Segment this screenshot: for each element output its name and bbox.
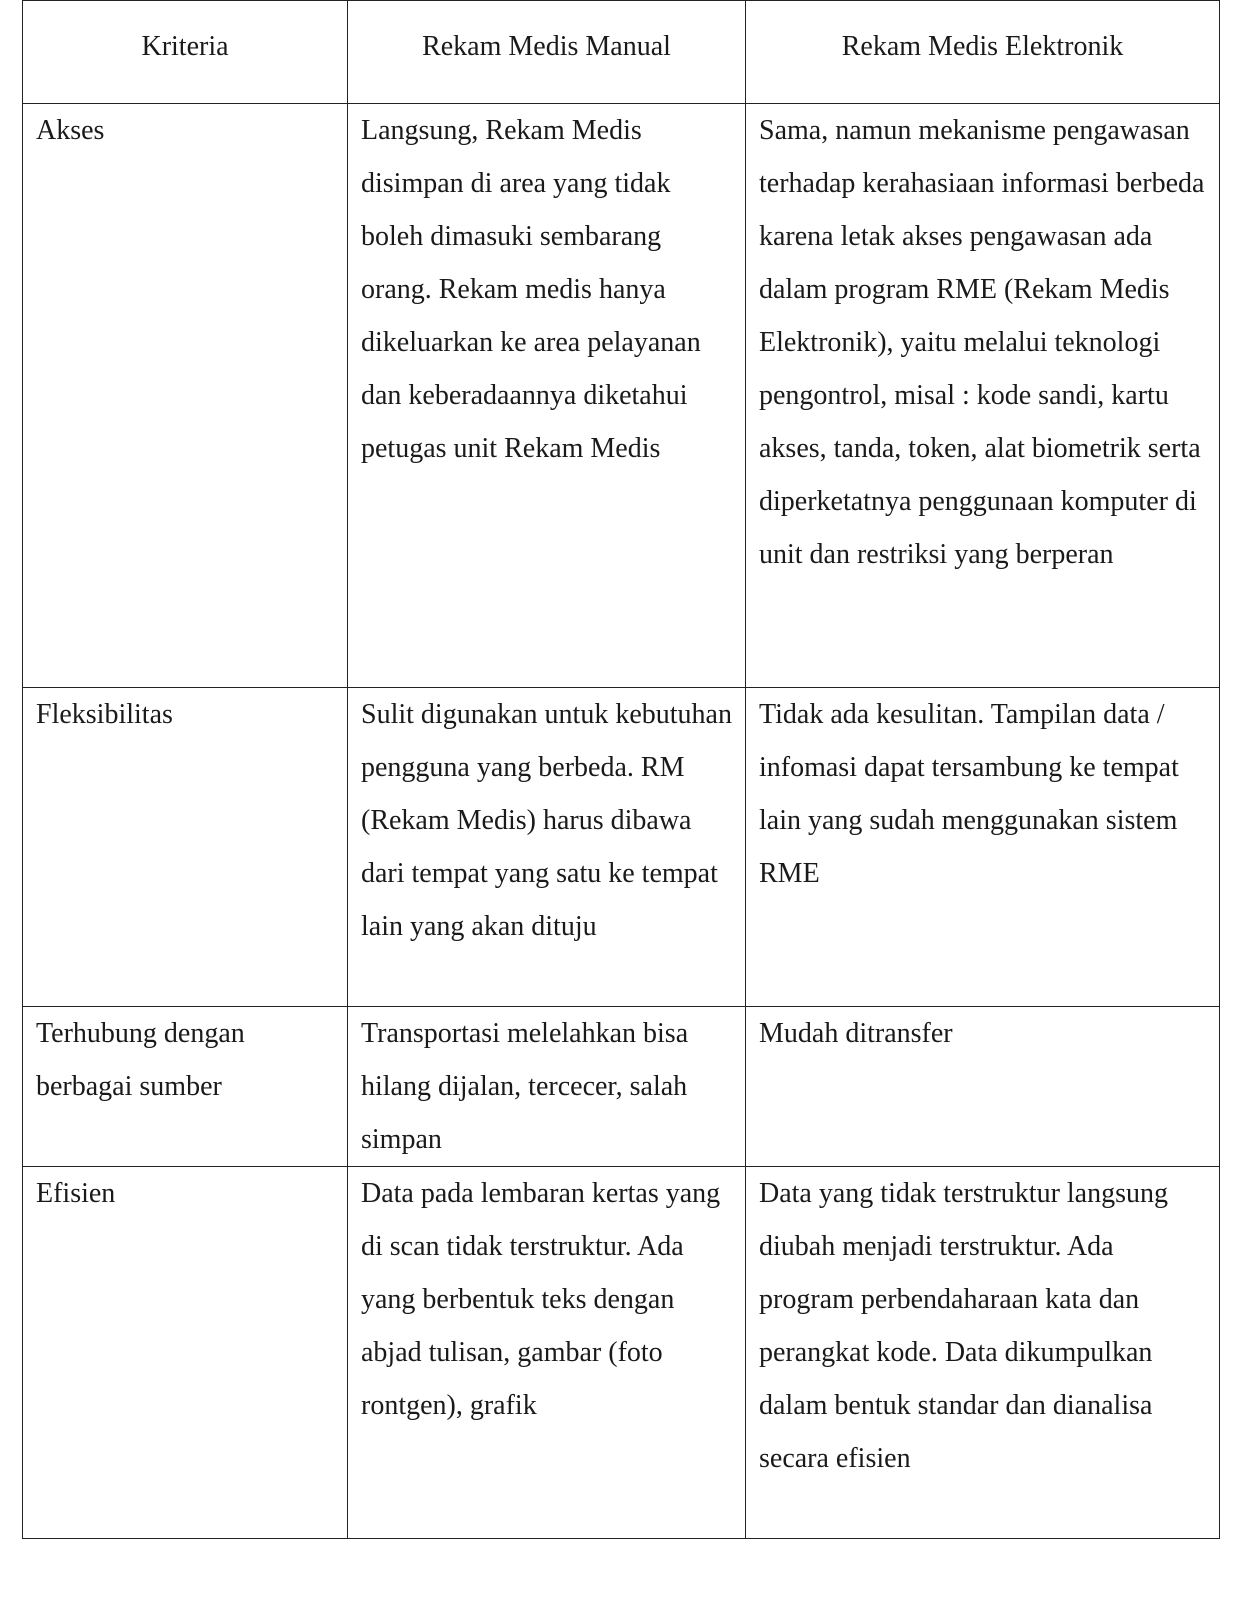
header-kriteria: Kriteria — [23, 1, 348, 104]
comparison-table — [22, 0, 1220, 1539]
cell-manual: Sulit digunakan untuk kebutuhan pengguna yang berbeda. RM (Rekam Medis) harus dibawa dari tempat yang satu ke tempat lain yang akan dituju — [348, 688, 746, 1007]
table-row — [23, 104, 1220, 688]
cell-manual: Transportasi melelahkan bisa hilang dijalan, tercecer, salah simpan — [348, 1007, 746, 1167]
header-rekam-medis-manual: Rekam Medis Manual — [348, 1, 746, 104]
cell-elektronik: Tidak ada kesulitan. Tampilan data / infomasi dapat tersambung ke tempat lain yang sudah menggunakan sistem RME — [746, 688, 1220, 1007]
cell-kriteria: Terhubung dengan berbagai sumber — [23, 1007, 348, 1167]
cell-elektronik: Data yang tidak terstruktur langsung diubah menjadi terstruktur. Ada program perbendaharaan kata dan perangkat kode. Data dikumpulkan dalam bentuk standar dan dianalisa secara efisien — [746, 1167, 1220, 1539]
cell-kriteria: Efisien — [23, 1167, 348, 1539]
cell-manual: Data pada lembaran kertas yang di scan tidak terstruktur. Ada yang berbentuk teks dengan abjad tulisan, gambar (foto rontgen), grafik — [348, 1167, 746, 1539]
header-row — [23, 1, 1220, 104]
cell-manual: Langsung, Rekam Medis disimpan di area yang tidak boleh dimasuki sembarang orang. Rekam medis hanya dikeluarkan ke area pelayanan dan keberadaannya diketahui petugas unit Rekam Medis — [348, 104, 746, 688]
table-row — [23, 688, 1220, 1007]
header-rekam-medis-elektronik: Rekam Medis Elektronik — [746, 1, 1220, 104]
cell-elektronik: Sama, namun mekanisme pengawasan terhadap kerahasiaan informasi berbeda karena letak akses pengawasan ada dalam program RME (Rekam Medis Elektronik), yaitu melalui teknologi pengontrol, misal : kode sandi, kartu akses, tanda, token, alat biometrik serta diperketatnya penggunaan komputer di unit dan restriksi yang berperan — [746, 104, 1220, 688]
cell-kriteria: Fleksibilitas — [23, 688, 348, 1007]
cell-kriteria: Akses — [23, 104, 348, 688]
table-row — [23, 1167, 1220, 1539]
table-row — [23, 1007, 1220, 1167]
cell-elektronik: Mudah ditransfer — [746, 1007, 1220, 1167]
